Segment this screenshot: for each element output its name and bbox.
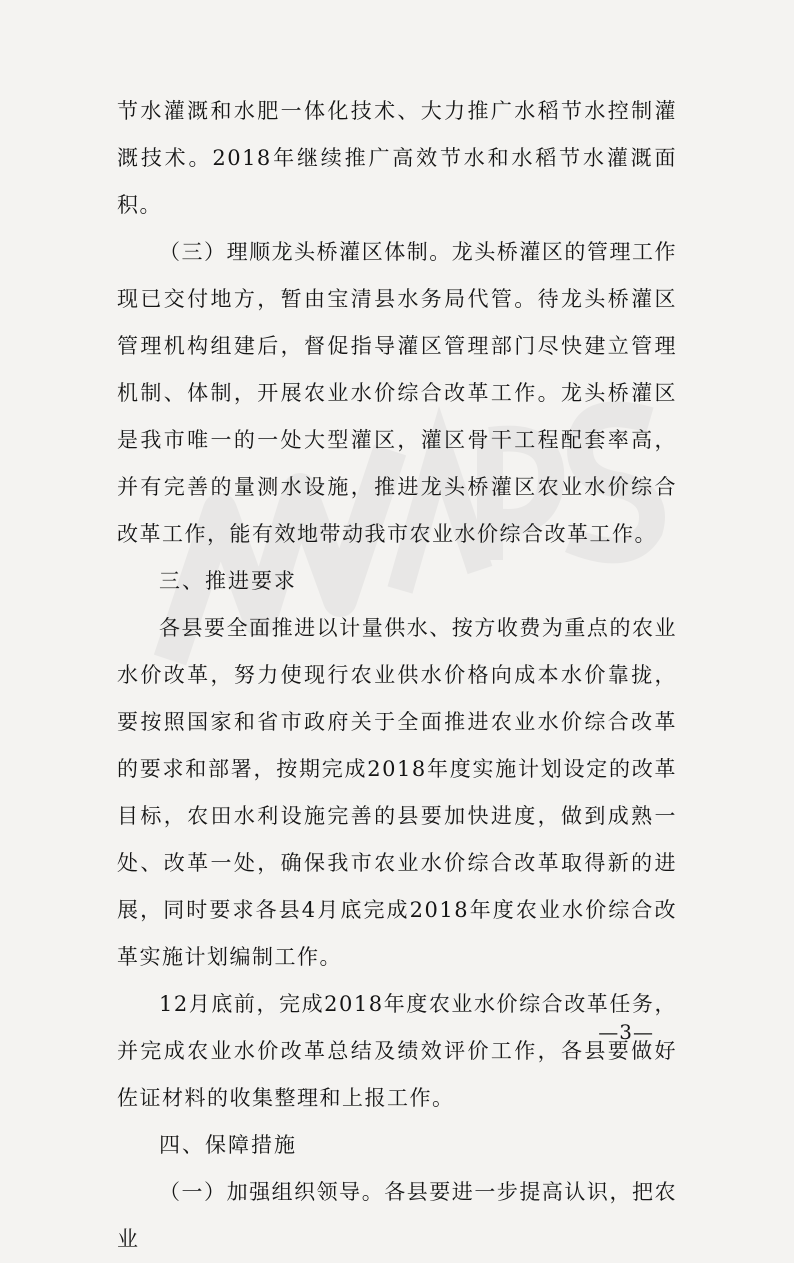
paragraph-organization-leadership: （一）加强组织领导。各县要进一步提高认识，把农业 bbox=[117, 1180, 677, 1251]
paragraph-december-deadline: 12月底前，完成2018年度农业水价综合改革任务，并完成农业水价改革总结及绩效评价工作，各县要做好佐证材料的收集整理和上报工作。 bbox=[117, 992, 677, 1110]
document-body bbox=[117, 88, 677, 1263]
section-heading-safeguards: 四、保障措施 bbox=[159, 1133, 297, 1157]
page-number: —3— bbox=[598, 1020, 654, 1044]
section-heading-requirements: 三、推进要求 bbox=[159, 569, 297, 593]
paragraph-requirements: 各县要全面推进以计量供水、按方收费为重点的农业水价改革，努力使现行农业供水价格向成本水价靠拢，要按照国家和省市政府关于全面推进农业水价综合改革的要求和部署，按期完成2018年度实施计划设定的改革目标，农田水利设施完善的县要加快进度，做到成熟一处、改革一处，确保我市农业水价综合改革取得新的进展，同时要求各县4月底完成2018年度农业水价综合改革实施计划编制工作。 bbox=[117, 616, 677, 969]
paragraph-continuation: 节水灌溉和水肥一体化技术、大力推广水稻节水控制灌溉技术。2018年继续推广高效节水和水稻节水灌溉面积。 bbox=[117, 99, 677, 217]
paragraph-longtouqiao-system: （三）理顺龙头桥灌区体制。龙头桥灌区的管理工作现已交付地方，暂由宝清县水务局代管。待龙头桥灌区管理机构组建后，督促指导灌区管理部门尽快建立管理机制、体制，开展农业水价综合改革工作。龙头桥灌区是我市唯一的一处大型灌区，灌区骨干工程配套率高，并有完善的量测水设施，推进龙头桥灌区农业水价综合改革工作，能有效地带动我市农业水价综合改革工作。 bbox=[117, 240, 677, 546]
